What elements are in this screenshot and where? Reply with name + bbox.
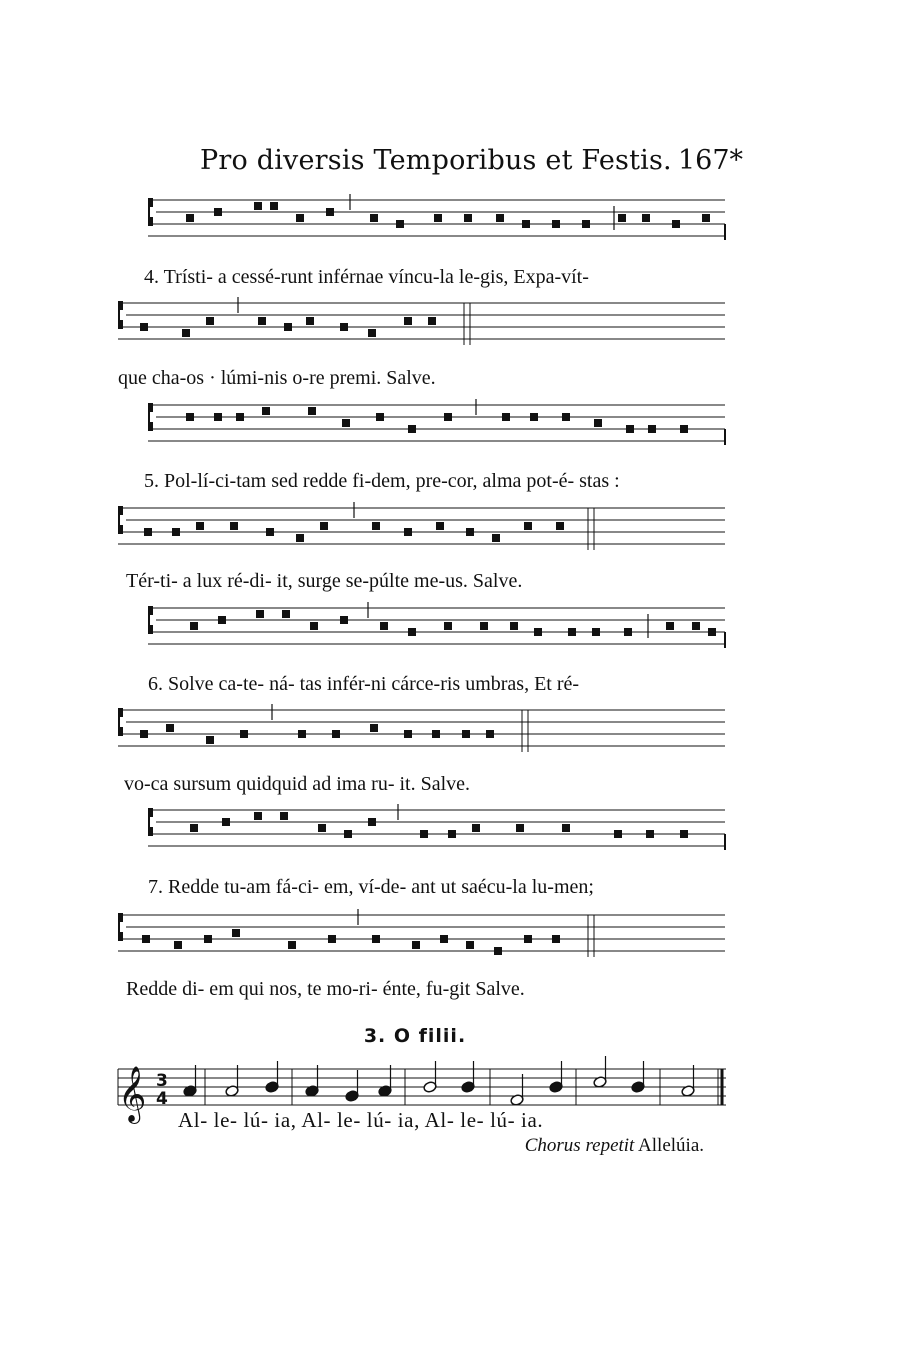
neume-note xyxy=(328,935,336,943)
neume-note xyxy=(404,730,412,738)
neume-note xyxy=(310,622,318,630)
time-signature-top: 3 xyxy=(156,1071,168,1091)
page-number: 167* xyxy=(678,145,744,176)
neume-note xyxy=(552,220,560,228)
page-header-title: Pro diversis Temporibus et Festis. xyxy=(200,145,672,176)
neume-note xyxy=(408,628,416,636)
neume-note xyxy=(186,214,194,222)
neume-note xyxy=(494,947,502,955)
neume-note xyxy=(642,214,650,222)
neume-note xyxy=(372,522,380,530)
neume-note xyxy=(368,329,376,337)
chant-staff-6 xyxy=(0,700,900,780)
neume-note xyxy=(444,622,452,630)
chant-staff-4 xyxy=(0,498,900,578)
neume-note xyxy=(182,329,190,337)
neume-note xyxy=(524,522,532,530)
neume-note xyxy=(534,628,542,636)
neume-note xyxy=(296,214,304,222)
neume-note xyxy=(262,407,270,415)
neume-note xyxy=(254,202,262,210)
chant-lyric-line-8: Redde di- em qui nos, te mo-ri- énte, fu-git Salve. xyxy=(126,978,525,1000)
neume-note xyxy=(280,812,288,820)
neume-note xyxy=(420,830,428,838)
neume-note xyxy=(196,522,204,530)
neume-note xyxy=(562,824,570,832)
neume-note xyxy=(140,323,148,331)
neume-note xyxy=(440,935,448,943)
neume-note xyxy=(270,202,278,210)
neume-note xyxy=(282,610,290,618)
neume-note xyxy=(568,628,576,636)
chant-staff-3 xyxy=(0,395,900,475)
neume-note xyxy=(708,628,716,636)
neume-note xyxy=(190,824,198,832)
refrain-instruction: Chorus repetit xyxy=(524,1135,635,1156)
neume-note xyxy=(204,935,212,943)
neume-note xyxy=(206,317,214,325)
neume-note xyxy=(582,220,590,228)
chant-staff-7 xyxy=(0,800,900,880)
neume-note xyxy=(592,628,600,636)
neume-note xyxy=(626,425,634,433)
neume-note xyxy=(404,317,412,325)
neume-note xyxy=(666,622,674,630)
neume-note xyxy=(284,323,292,331)
neume-note xyxy=(648,425,656,433)
neume-note xyxy=(408,425,416,433)
neume-note xyxy=(236,413,244,421)
neume-note xyxy=(444,413,452,421)
neume-note xyxy=(214,413,222,421)
neume-note xyxy=(412,941,420,949)
neume-note xyxy=(296,534,304,542)
neume-note xyxy=(344,830,352,838)
neume-note xyxy=(432,730,440,738)
chant-lyric-line-6: vo-ca sursum quidquid ad ima ru- it. Salve. xyxy=(124,773,471,795)
treble-clef-icon: 𝄞 xyxy=(118,1066,147,1122)
neume-note xyxy=(266,528,274,536)
neume-note xyxy=(464,214,472,222)
neume-note xyxy=(326,208,334,216)
neume-note xyxy=(480,622,488,630)
neume-note xyxy=(186,413,194,421)
neume-note xyxy=(552,935,560,943)
neume-note xyxy=(340,616,348,624)
neume-note xyxy=(496,214,504,222)
neume-note xyxy=(466,528,474,536)
neume-note xyxy=(428,317,436,325)
neume-note xyxy=(672,220,680,228)
neume-note xyxy=(222,818,230,826)
hymn-title: 3. O filii. xyxy=(363,1025,467,1047)
chant-lyric-line-2: que cha-os · lúmi-nis o-re premi. Salve. xyxy=(118,367,436,389)
neume-note xyxy=(172,528,180,536)
neume-note xyxy=(318,824,326,832)
neume-note xyxy=(368,818,376,826)
neume-note xyxy=(342,419,350,427)
chant-staff-2 xyxy=(0,293,900,373)
chant-lyric-line-5: 6. Solve ca-te- ná- tas infér-ni cárce-ris umbras, Et ré- xyxy=(148,673,580,695)
neume-note xyxy=(618,214,626,222)
neume-note xyxy=(702,214,710,222)
neume-note xyxy=(298,730,306,738)
neume-note xyxy=(240,730,248,738)
chant-staff-8 xyxy=(0,905,900,985)
refrain-word: Allelúia. xyxy=(638,1135,704,1156)
hymn-lyric-text: Al- le- lú- ia, Al- le- lú- ia, Al- le- lú- ia. xyxy=(178,1108,544,1132)
neume-note xyxy=(524,935,532,943)
neume-note xyxy=(614,830,622,838)
neume-note xyxy=(516,824,524,832)
neume-note xyxy=(206,736,214,744)
chant-staff-1 xyxy=(0,190,900,270)
neume-note xyxy=(214,208,222,216)
neume-note xyxy=(396,220,404,228)
neume-note xyxy=(140,730,148,738)
neume-note xyxy=(434,214,442,222)
chant-staff-5 xyxy=(0,598,900,678)
refrain-note xyxy=(525,1135,704,1157)
neume-note xyxy=(624,628,632,636)
neume-note xyxy=(510,622,518,630)
chant-lyric-line-3: 5. Pol-lí-ci-tam sed redde fi-dem, pre-cor, alma pot-é- stas : xyxy=(144,470,620,492)
neume-note xyxy=(166,724,174,732)
neume-note xyxy=(462,730,470,738)
neume-note xyxy=(370,724,378,732)
neume-note xyxy=(256,610,264,618)
neume-note xyxy=(230,522,238,530)
neume-note xyxy=(522,220,530,228)
neume-note xyxy=(380,622,388,630)
neume-note xyxy=(680,425,688,433)
chant-lyric-line-1: 4. Trísti- a cessé-runt inférnae víncu-la le-gis, Expa-vít- xyxy=(144,266,589,288)
neume-note xyxy=(144,528,152,536)
neume-note xyxy=(320,522,328,530)
neume-note xyxy=(376,413,384,421)
neume-note xyxy=(232,929,240,937)
hymn-lyrics xyxy=(178,1108,543,1133)
time-signature-bottom: 4 xyxy=(156,1089,168,1109)
neume-note xyxy=(502,413,510,421)
neume-note xyxy=(556,522,564,530)
neume-note xyxy=(594,419,602,427)
chant-lyric-line-4: Tér-ti- a lux ré-di- it, surge se-púlte me-us. Salve. xyxy=(126,570,523,592)
neume-note xyxy=(562,413,570,421)
neume-note xyxy=(142,935,150,943)
neume-note xyxy=(372,935,380,943)
neume-note xyxy=(466,941,474,949)
modern-notes xyxy=(183,1056,695,1106)
neume-note xyxy=(218,616,226,624)
neume-note xyxy=(340,323,348,331)
neume-note xyxy=(306,317,314,325)
neume-note xyxy=(692,622,700,630)
neume-note xyxy=(472,824,480,832)
neume-note xyxy=(174,941,182,949)
neume-note xyxy=(288,941,296,949)
chant-lyric-line-7: 7. Redde tu-am fá-ci- em, ví-de- ant ut saécu-la lu-men; xyxy=(148,876,594,898)
neume-note xyxy=(680,830,688,838)
neume-note xyxy=(492,534,500,542)
neume-note xyxy=(190,622,198,630)
neume-note xyxy=(332,730,340,738)
neume-note xyxy=(254,812,262,820)
neume-note xyxy=(436,522,444,530)
neume-note xyxy=(646,830,654,838)
neume-note xyxy=(404,528,412,536)
neume-note xyxy=(370,214,378,222)
neume-note xyxy=(308,407,316,415)
neume-note xyxy=(530,413,538,421)
neume-note xyxy=(258,317,266,325)
neume-note xyxy=(486,730,494,738)
neume-note xyxy=(448,830,456,838)
